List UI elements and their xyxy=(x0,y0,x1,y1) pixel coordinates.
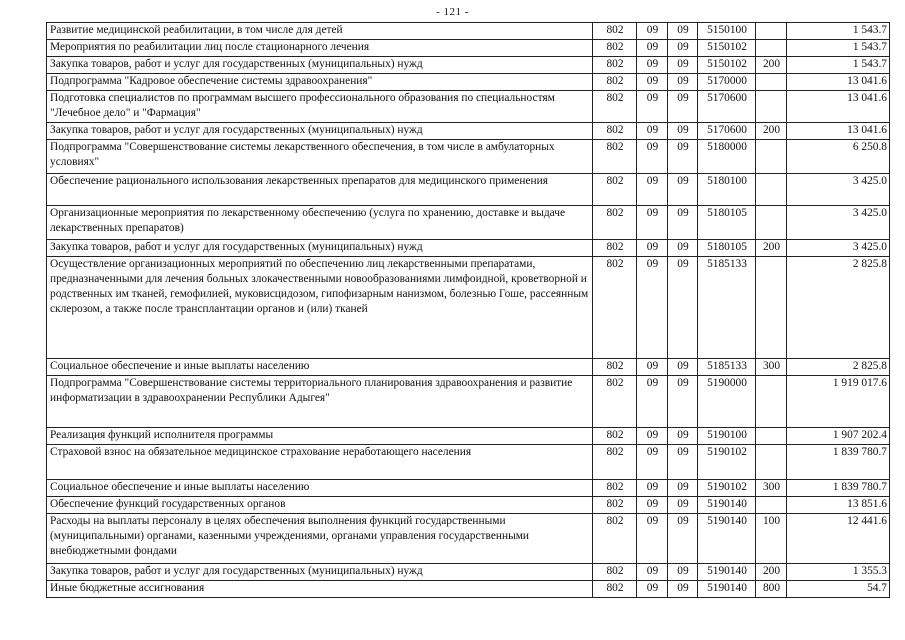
row-sum: 1 355.3 xyxy=(787,564,890,581)
row-vr xyxy=(756,445,787,480)
table-row xyxy=(47,40,890,57)
row-name: Организационные мероприятия по лекарственному обеспечению (услуга по хранению, доставке и выдаче лекарственных препаратов) xyxy=(47,206,593,240)
row-ved: 802 xyxy=(593,480,637,497)
row-ved: 802 xyxy=(593,376,637,428)
row-rz: 09 xyxy=(637,240,668,257)
row-vr: 800 xyxy=(756,581,787,598)
row-name: Осуществление организационных мероприятий по обеспечению лиц лекарственными препаратами, предназначенными для лечения больных злокачественными новообразованиями лимфоидной, кроветворной и родственных им тканей, гемофилией, муковисцидозом, гипофизарным нанизмом, болезнью Гоше, рассеянным склерозом, а также после трансплантации органов и (или) тканей xyxy=(47,257,593,359)
row-ved: 802 xyxy=(593,40,637,57)
row-sum: 3 425.0 xyxy=(787,174,890,206)
row-vr: 200 xyxy=(756,57,787,74)
row-vr: 300 xyxy=(756,359,787,376)
row-name: Подпрограмма "Кадровое обеспечение системы здравоохранения" xyxy=(47,74,593,91)
row-csr: 5170000 xyxy=(698,74,756,91)
row-rz: 09 xyxy=(637,445,668,480)
row-pr: 09 xyxy=(668,206,698,240)
row-pr: 09 xyxy=(668,445,698,480)
row-name: Социальное обеспечение и иные выплаты населению xyxy=(47,359,593,376)
row-ved: 802 xyxy=(593,564,637,581)
row-ved: 802 xyxy=(593,240,637,257)
row-vr xyxy=(756,376,787,428)
row-name: Подготовка специалистов по программам высшего профессионального образования по специальностям "Лечебное дело" и "Фармация" xyxy=(47,91,593,123)
row-pr: 09 xyxy=(668,428,698,445)
row-ved: 802 xyxy=(593,206,637,240)
table-row xyxy=(47,564,890,581)
row-sum: 13 041.6 xyxy=(787,74,890,91)
row-rz: 09 xyxy=(637,140,668,174)
row-name: Закупка товаров, работ и услуг для государственных (муниципальных) нужд xyxy=(47,240,593,257)
table-row xyxy=(47,23,890,40)
row-sum: 12 441.6 xyxy=(787,514,890,564)
row-vr: 100 xyxy=(756,514,787,564)
budget-table-body xyxy=(47,23,890,598)
row-rz: 09 xyxy=(637,376,668,428)
table-row xyxy=(47,240,890,257)
row-sum: 1 907 202.4 xyxy=(787,428,890,445)
row-rz: 09 xyxy=(637,581,668,598)
row-name: Закупка товаров, работ и услуг для государственных (муниципальных) нужд xyxy=(47,564,593,581)
row-rz: 09 xyxy=(637,174,668,206)
row-pr: 09 xyxy=(668,74,698,91)
row-sum: 2 825.8 xyxy=(787,257,890,359)
row-sum: 13 851.6 xyxy=(787,497,890,514)
row-csr: 5190000 xyxy=(698,376,756,428)
row-rz: 09 xyxy=(637,497,668,514)
row-csr: 5185133 xyxy=(698,257,756,359)
row-rz: 09 xyxy=(637,428,668,445)
row-csr: 5150100 xyxy=(698,23,756,40)
row-name: Социальное обеспечение и иные выплаты населению xyxy=(47,480,593,497)
row-name: Иные бюджетные ассигнования xyxy=(47,581,593,598)
row-ved: 802 xyxy=(593,445,637,480)
row-name: Подпрограмма "Совершенствование системы территориального планирования здравоохранения и развитие информатизации в здравоохранении Республики Адыгея" xyxy=(47,376,593,428)
row-name: Закупка товаров, работ и услуг для государственных (муниципальных) нужд xyxy=(47,123,593,140)
row-sum: 1 839 780.7 xyxy=(787,480,890,497)
row-vr xyxy=(756,497,787,514)
row-ved: 802 xyxy=(593,140,637,174)
row-pr: 09 xyxy=(668,376,698,428)
row-vr: 200 xyxy=(756,564,787,581)
row-vr xyxy=(756,428,787,445)
row-name: Обеспечение рационального использования лекарственных препаратов для медицинского применения xyxy=(47,174,593,206)
row-rz: 09 xyxy=(637,23,668,40)
row-csr: 5190140 xyxy=(698,497,756,514)
row-csr: 5180000 xyxy=(698,140,756,174)
row-name: Обеспечение функций государственных органов xyxy=(47,497,593,514)
row-vr: 200 xyxy=(756,240,787,257)
row-pr: 09 xyxy=(668,480,698,497)
table-row xyxy=(47,140,890,174)
row-csr: 5180105 xyxy=(698,206,756,240)
row-pr: 09 xyxy=(668,57,698,74)
row-name: Закупка товаров, работ и услуг для государственных (муниципальных) нужд xyxy=(47,57,593,74)
row-csr: 5185133 xyxy=(698,359,756,376)
row-pr: 09 xyxy=(668,174,698,206)
row-vr xyxy=(756,40,787,57)
row-name: Реализация функций исполнителя программы xyxy=(47,428,593,445)
row-vr: 200 xyxy=(756,123,787,140)
row-rz: 09 xyxy=(637,57,668,74)
row-csr: 5190140 xyxy=(698,514,756,564)
row-vr: 300 xyxy=(756,480,787,497)
row-csr: 5150102 xyxy=(698,57,756,74)
table-row xyxy=(47,514,890,564)
row-pr: 09 xyxy=(668,257,698,359)
row-rz: 09 xyxy=(637,359,668,376)
row-pr: 09 xyxy=(668,40,698,57)
row-pr: 09 xyxy=(668,564,698,581)
row-name: Мероприятия по реабилитации лиц после стационарного лечения xyxy=(47,40,593,57)
table-row xyxy=(47,123,890,140)
row-ved: 802 xyxy=(593,497,637,514)
row-pr: 09 xyxy=(668,581,698,598)
row-vr xyxy=(756,174,787,206)
row-sum: 1 543.7 xyxy=(787,40,890,57)
row-pr: 09 xyxy=(668,240,698,257)
row-pr: 09 xyxy=(668,123,698,140)
row-csr: 5190100 xyxy=(698,428,756,445)
row-ved: 802 xyxy=(593,23,637,40)
row-vr xyxy=(756,91,787,123)
row-csr: 5180100 xyxy=(698,174,756,206)
row-vr xyxy=(756,140,787,174)
row-csr: 5180105 xyxy=(698,240,756,257)
row-ved: 802 xyxy=(593,174,637,206)
row-name: Страховой взнос на обязательное медицинское страхование неработающего населения xyxy=(47,445,593,480)
row-name: Развитие медицинской реабилитации, в том числе для детей xyxy=(47,23,593,40)
row-rz: 09 xyxy=(637,257,668,359)
row-sum: 1 543.7 xyxy=(787,23,890,40)
table-row xyxy=(47,428,890,445)
row-rz: 09 xyxy=(637,206,668,240)
row-ved: 802 xyxy=(593,74,637,91)
page-number: - 121 - xyxy=(436,6,469,18)
row-vr xyxy=(756,23,787,40)
row-vr xyxy=(756,206,787,240)
row-sum: 13 041.6 xyxy=(787,91,890,123)
row-rz: 09 xyxy=(637,40,668,57)
row-pr: 09 xyxy=(668,91,698,123)
row-pr: 09 xyxy=(668,23,698,40)
table-row xyxy=(47,359,890,376)
row-csr: 5190140 xyxy=(698,564,756,581)
row-sum: 1 839 780.7 xyxy=(787,445,890,480)
table-row xyxy=(47,497,890,514)
row-sum: 3 425.0 xyxy=(787,240,890,257)
table-row xyxy=(47,91,890,123)
row-rz: 09 xyxy=(637,480,668,497)
row-rz: 09 xyxy=(637,74,668,91)
row-rz: 09 xyxy=(637,123,668,140)
row-pr: 09 xyxy=(668,359,698,376)
table-row xyxy=(47,445,890,480)
row-ved: 802 xyxy=(593,257,637,359)
row-csr: 5190102 xyxy=(698,480,756,497)
row-sum: 54.7 xyxy=(787,581,890,598)
row-name: Расходы на выплаты персоналу в целях обеспечения выполнения функций государственными (муниципальными) органами, казенными учреждениями, органами управления государственными внебюджетными фондами xyxy=(47,514,593,564)
row-csr: 5170600 xyxy=(698,123,756,140)
row-sum: 1 543.7 xyxy=(787,57,890,74)
row-csr: 5190140 xyxy=(698,581,756,598)
row-ved: 802 xyxy=(593,359,637,376)
row-sum: 6 250.8 xyxy=(787,140,890,174)
row-vr xyxy=(756,74,787,91)
table-row xyxy=(47,581,890,598)
row-pr: 09 xyxy=(668,497,698,514)
row-pr: 09 xyxy=(668,140,698,174)
row-ved: 802 xyxy=(593,581,637,598)
table-row xyxy=(47,206,890,240)
row-sum: 2 825.8 xyxy=(787,359,890,376)
row-name: Подпрограмма "Совершенствование системы лекарственного обеспечения, в том числе в амбулаторных условиях" xyxy=(47,140,593,174)
row-ved: 802 xyxy=(593,428,637,445)
row-rz: 09 xyxy=(637,514,668,564)
table-row xyxy=(47,376,890,428)
row-rz: 09 xyxy=(637,564,668,581)
table-row xyxy=(47,74,890,91)
budget-table xyxy=(46,22,890,598)
table-row xyxy=(47,57,890,74)
row-ved: 802 xyxy=(593,123,637,140)
row-csr: 5150102 xyxy=(698,40,756,57)
table-row xyxy=(47,174,890,206)
row-sum: 3 425.0 xyxy=(787,206,890,240)
row-ved: 802 xyxy=(593,91,637,123)
table-row xyxy=(47,480,890,497)
row-csr: 5190102 xyxy=(698,445,756,480)
table-row xyxy=(47,257,890,359)
row-rz: 09 xyxy=(637,91,668,123)
row-pr: 09 xyxy=(668,514,698,564)
row-csr: 5170600 xyxy=(698,91,756,123)
row-ved: 802 xyxy=(593,514,637,564)
row-ved: 802 xyxy=(593,57,637,74)
row-sum: 13 041.6 xyxy=(787,123,890,140)
row-vr xyxy=(756,257,787,359)
row-sum: 1 919 017.6 xyxy=(787,376,890,428)
